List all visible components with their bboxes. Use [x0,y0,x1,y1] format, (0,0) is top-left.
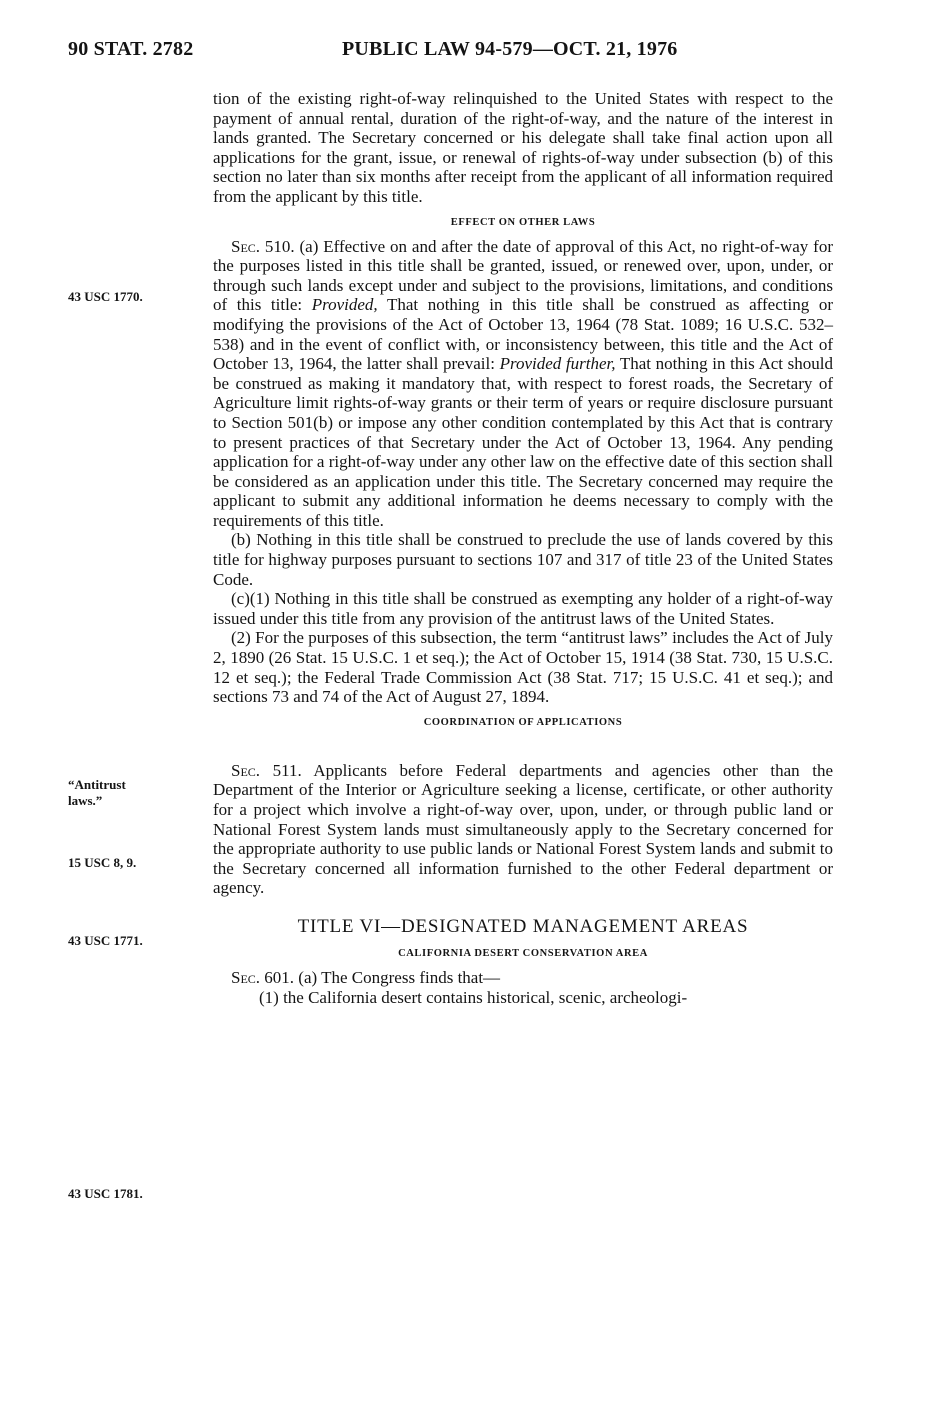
section-510-label: Sec. 510. [231,236,295,256]
section-510-a-text-1: (a) Effective on and after the date of approval of this Act, no right-of-way for the purposes listed in this title shall be granted, issued, or renewed over, upon, under, or through such lands except under and subject to the provisions, limitations, and conditions of this title: [213,236,833,315]
margin-note-43-usc-1770: 43 USC 1770. [68,289,143,304]
section-511-label: Sec. 511. [231,760,302,780]
section-601-1-paragraph: (1) the California desert contains historical, scenic, archeologi- [259,987,688,1007]
section-510-a-text-2: That nothing in this title shall be construed as affecting or modifying the provisions of the Act of October 13, 1964 (78 Stat. 1089; 16 U.S.C. 532–538) and in the event of conflict with, or inconsistency between, this title and the Act of October 13, 1964, the latter shall prevail: [213,295,833,374]
section-511-paragraph [213,761,833,898]
margin-note-antitrust-line1: “Antitrust [68,777,126,792]
section-510-b-paragraph: (b) Nothing in this title shall be construed to preclude the use of lands covered by this title for highway purposes pursuant to sections 107 and 317 of title 23 of the United States Code. [213,530,833,589]
section-heading-coordination-of-applications: COORDINATION OF APPLICATIONS [423,716,623,728]
margin-note-antitrust-line2: laws.” [68,793,103,808]
section-511-text: Applicants before Federal departments and agencies other than the Department of the Interior or Agriculture seeking a license, certificate, or other authority for a project which involve a right-of-way over, upon, under, or through public land or National Forest System lands must simultaneously apply to the Secretary concerned for the appropriate authority to use public lands or National Forest System lands and submit to the Secretary concerned all information furnished to the other Federal department or agency. [213,760,833,898]
section-510-c1-paragraph: (c)(1) Nothing in this title shall be construed as exempting any holder of a right-of-way issued under this title from any provision of the antitrust laws of the United States. [213,589,833,628]
section-601-a-paragraph [213,968,833,988]
section-601-label: Sec. 601. [231,967,295,987]
section-510-c2-paragraph: (2) For the purposes of this subsection, the term “antitrust laws” includes the Act of July 2, 1890 (26 Stat. 15 U.S.C. 1 et seq.); the Act of October 15, 1914 (38 Stat. 730, 15 U.S.C. 12 et seq.); the Federal Trade Commission Act (38 Stat. 717; 15 U.S.C. 41 et seq.); and sections 73 and 74 of the Act of August 27, 1894. [213,628,833,707]
margin-note-43-usc-1771: 43 USC 1771. [68,933,143,948]
page-header [68,38,848,68]
section-510-a-text-3: That nothing in this Act should be construed as making it mandatory that, with respect to forest roads, the Secretary of Agriculture limit rights-of-way grants or their term of years or require disclosure pursuant to Section 501(b) or impose any other condition contemplated by this Act that is contrary to present practices of that Secretary under the Act of October 13, 1964. Any pending application for a right-of-way under any other law on the effective date of this section shall be considered as an application under this title. The Secretary concerned may require the applicant to submit any additional information he deems necessary to comply with the requirements of this title. [213,354,833,530]
margin-note-15-usc-8-9: 15 USC 8, 9. [68,855,137,870]
section-601-a-text: (a) The Congress finds that— [294,967,501,987]
section-510-a-paragraph [213,237,833,531]
continued-paragraph: tion of the existing right-of-way relinquished to the United States with respect to the payment of annual rental, duration of the right-of-way, and the nature of the interest in lands granted. The Secretary concerned or his delegate shall take final action upon all applications for the grant, issue, or renewal of rights-of-way under subsection (b) of this section no later than six months after receipt from the applicant of all information required from the applicant by this title. [213,89,833,206]
section-heading-california-desert: CALIFORNIA DESERT CONSERVATION AREA [398,947,648,959]
margin-note-antitrust-laws [68,777,126,809]
margin-note-43-usc-1781: 43 USC 1781. [68,1186,143,1201]
section-heading-effect-on-other-laws: EFFECT ON OTHER LAWS [450,216,596,228]
public-law-heading: PUBLIC LAW 94-579—OCT. 21, 1976 [342,38,678,60]
provided-italic: Provided, [311,295,378,315]
main-text-column [213,89,833,1007]
stat-page-number: 90 STAT. 2782 [68,38,194,60]
title-vi-heading: TITLE VI—DESIGNATED MANAGEMENT AREAS [297,915,749,937]
provided-further-italic: Provided further, [499,354,616,374]
